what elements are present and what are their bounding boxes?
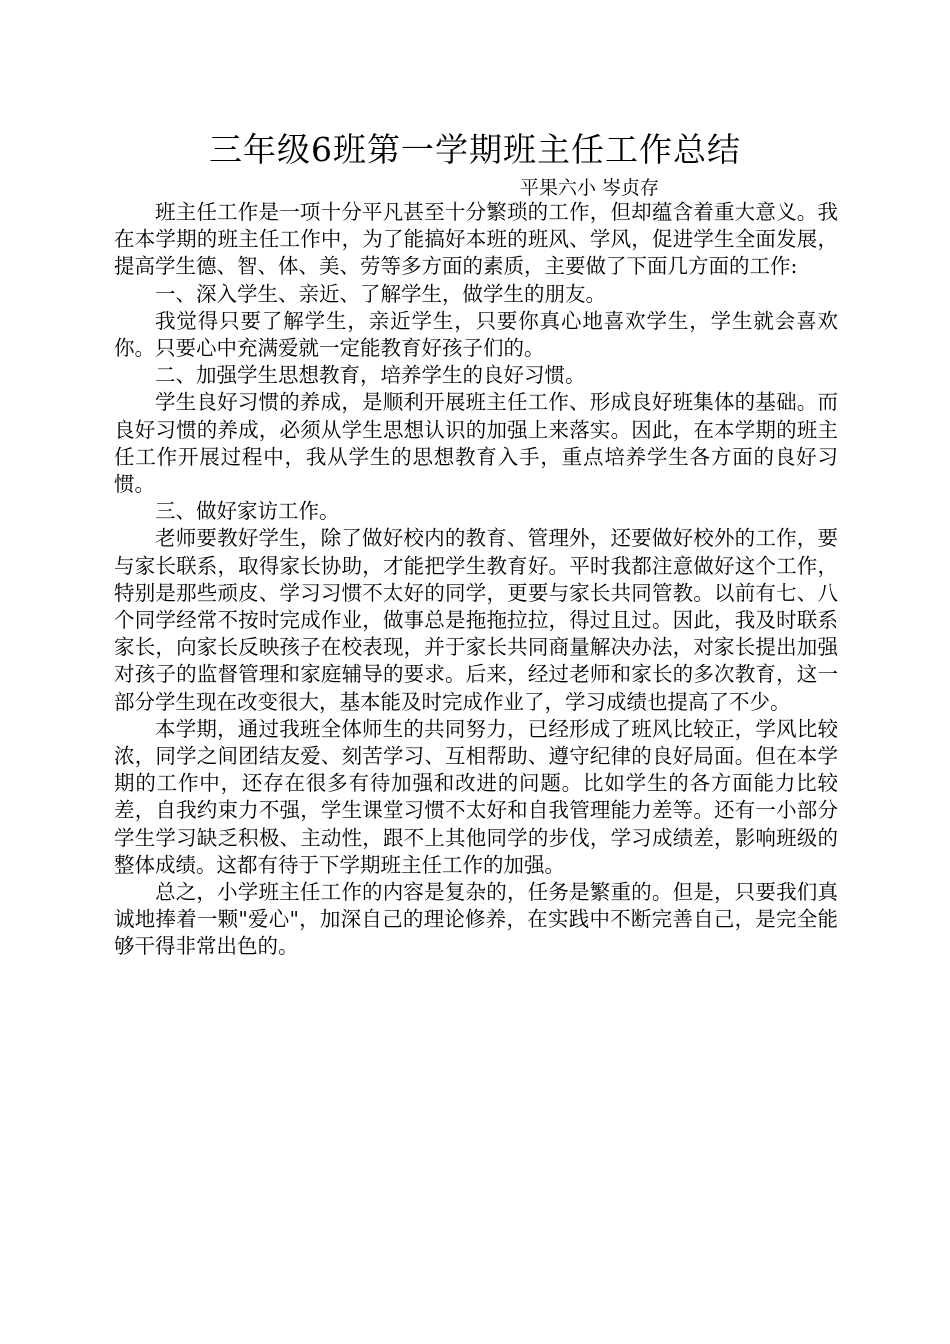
paragraph-section-1: 我觉得只要了解学生，亲近学生，只要你真心地喜欢学生，学生就会喜欢你。只要心中充满爱就一定能教育好孩子们的。 <box>114 308 838 361</box>
section-heading-1: 一、深入学生、亲近、了解学生，做学生的朋友。 <box>155 281 606 306</box>
document-title: 三年级6班第一学期班主任工作总结 <box>209 130 741 169</box>
paragraph-summary: 本学期，通过我班全体师生的共同努力，已经形成了班风比较正，学风比较浓，同学之间团结友爱、刻苦学习、互相帮助、遵守纪律的良好局面。但在本学期的工作中，还存在很多有待加强和改进的问题。比如学生的各方面能力比较差，自我约束力不强，学生课堂习惯不太好和自我管理能力差等。还有一小部分学生学习缺乏积极、主动性，跟不上其他同学的步伐，学习成绩差，影响班级的整体成绩。这都有待于下学期班主任工作的加强。 <box>114 716 838 877</box>
section-heading-2: 二、加强学生思想教育，培养学生的良好习惯。 <box>155 363 586 388</box>
paragraph-intro: 班主任工作是一项十分平凡甚至十分繁琐的工作，但却蕴含着重大意义。我在本学期的班主任工作中，为了能搞好本班的班风、学风，促进学生全面发展，提高学生德、智、体、美、劳等多方面的素质，主要做了下面几方面的工作: <box>114 200 838 279</box>
document-body <box>114 199 838 961</box>
document-author: 平果六小 岑贞存 <box>520 177 660 199</box>
paragraph-conclusion: 总之，小学班主任工作的内容是复杂的，任务是繁重的。但是，只要我们真诚地捧着一颗"爱心"，加深自己的理论修养，在实践中不断完善自己，是完全能够干得非常出色的。 <box>114 880 838 959</box>
paragraph-section-3: 老师要教好学生，除了做好校内的教育、管理外，还要做好校外的工作，要与家长联系，取得家长协助，才能把学生教育好。平时我都注意做好这个工作，特别是那些顽皮、学习习惯不太好的同学，更要与家长共同管教。以前有七、八个同学经常不按时完成作业，做事总是拖拖拉拉，得过且过。因此，我及时联系家长，向家长反映孩子在校表现，并于家长共同商量解决办法，对家长提出加强对孩子的监督管理和家庭辅导的要求。后来，经过老师和家长的多次教育，这一部分学生现在改变很大，基本能及时完成作业了，学习成绩也提高了不少。 <box>114 526 838 714</box>
paragraph-section-2: 学生良好习惯的养成，是顺利开展班主任工作、形成良好班集体的基础。而良好习惯的养成，必须从学生思想认识的加强上来落实。因此，在本学期的班主任工作开展过程中，我从学生的思想教育入手，重点培养学生各方面的良好习惯。 <box>114 390 838 497</box>
section-heading-3: 三、做好家访工作。 <box>155 499 340 524</box>
